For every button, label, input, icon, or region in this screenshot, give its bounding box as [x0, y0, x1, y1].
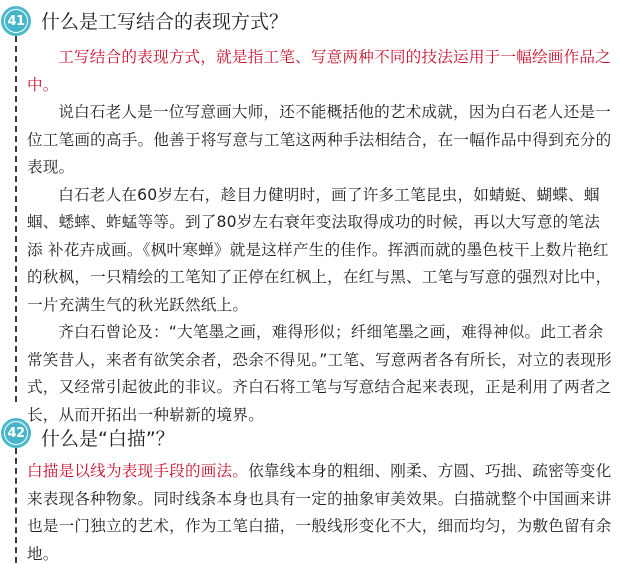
- answer-paragraph: 说白石老人是一位写意画大师，还不能概括他的艺术成就，因为白石老人还是一位工笔画的高手。他善于将写意与工笔这两种手法相结合，在一幅作品中得到充分的表现。: [27, 103, 612, 176]
- question-number-badge: [1, 6, 31, 36]
- answer-paragraph: 白石老人在60岁左右，趁目力健明时，画了许多工笔昆虫，如蜻蜓、蝴蝶、蝈蝈、蟋蟀、蚱蜢等等。到了80岁左右衰年变法取得成功的时候，再以大写意的笔法添 补花卉成画。《枫叶寒蝉》就是这样产生的佳作。挥洒而就的墨色枝干上数片艳红的秋枫，一只精绘的工笔知了正停在红枫上，在红与黑、工笔与写意的强烈对比中，一片充满生气的秋光跃然纸上。: [27, 185, 612, 314]
- question-title: 什么是工写结合的表现方式？: [41, 11, 289, 33]
- answer-paragraph: [27, 458, 615, 568]
- answer-body: [27, 44, 615, 429]
- section-divider-line: [15, 448, 17, 563]
- answer-lead: 工写结合的表现方式，就是指工笔、写意两种不同的技法运用于一幅绘画作品之中。: [27, 48, 611, 94]
- question-number: 41: [5, 10, 27, 32]
- answer-lead: 白描是以线为表现手段的画法。: [27, 462, 249, 480]
- question-number-badge: [1, 418, 31, 448]
- answer-rest: 依靠线本身的粗细、刚柔、方圆、巧拙、疏密等变化来表现各种物象。同时线条本身也具有一定的抽象审美效果。白描就整个中国画来讲也是一门独立的艺术，作为工笔白描，一般线形变化不大，细而均匀，为敷色留有余地。: [27, 462, 612, 563]
- answer-paragraph: 齐白石曾论及：“大笔墨之画，难得形似；纤细笔墨之画，难得神似。此工者余常笑昔人，来者有欲笑余者，恐余不得见。”工笔、写意两者各有所长，对立的表现形式，又经常引起彼此的非议。齐白石将工笔与写意结合起来表现，正是利用了两者之长，从而开拓出一种崭新的境界。: [27, 323, 612, 424]
- question-title: 什么是“白描”？: [41, 428, 175, 450]
- question-number: 42: [5, 422, 27, 444]
- section-divider-line: [15, 36, 17, 402]
- answer-body: [27, 458, 615, 568]
